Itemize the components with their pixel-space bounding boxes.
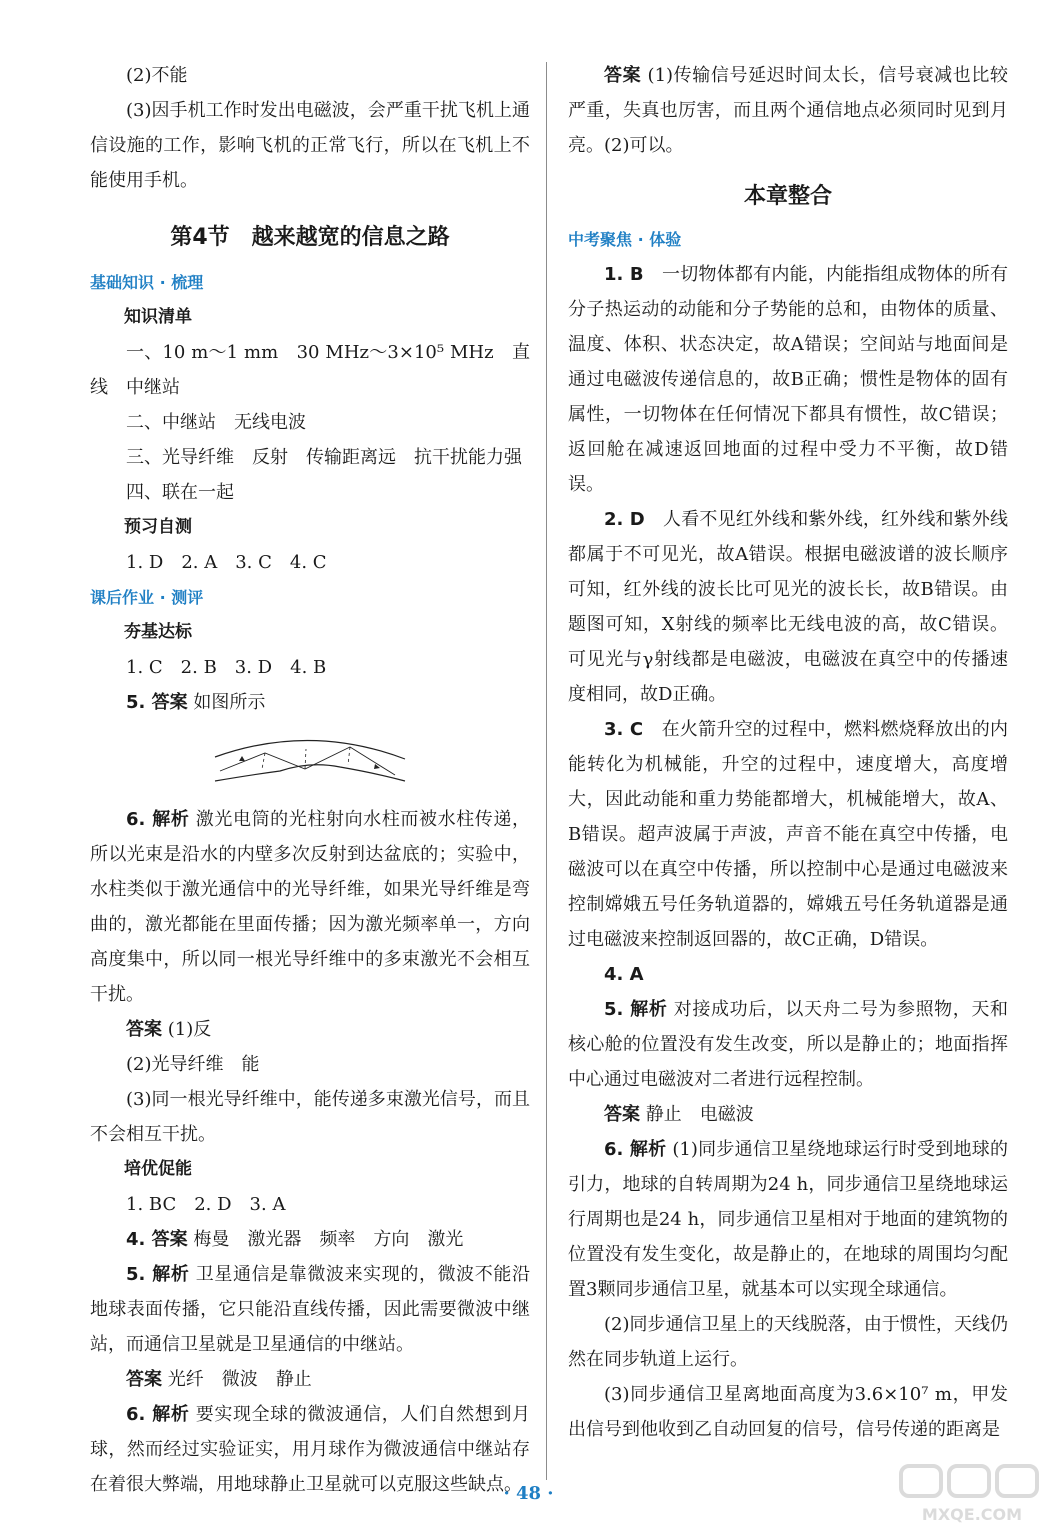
left-column xyxy=(90,58,530,1502)
answer-label: 1. B xyxy=(604,264,644,285)
analysis-label: 6. 解析 xyxy=(126,809,190,830)
answer-label: 4. A xyxy=(604,964,644,985)
answer-label: 答案 xyxy=(126,1019,162,1040)
watermark-text: MXQE.COM xyxy=(921,1505,1023,1524)
analysis-paragraph: (2)同步通信卫星上的天线脱落，由于惯性，天线仍然在同步轨道上运行。 xyxy=(568,1314,1008,1370)
analysis-text: 对接成功后，以天舟二号为参照物，天和核心舱的位置没有发生改变，所以是静止的；地面指挥中心通过电磁波对二者进行远程控制。 xyxy=(568,999,1008,1090)
answer-paragraph xyxy=(568,58,1008,163)
answer-label: 2. D xyxy=(604,509,645,530)
knowledge-item: 一、10 m～1 mm 30 MHz～3×10⁵ MHz 直线 中继站 xyxy=(90,342,530,398)
answer-label: 答案 xyxy=(604,65,642,86)
analysis-text: 激光电筒的光柱射向水柱而被水柱传递，所以光束是沿水的内壁多次反射到达盆底的；实验中，水柱类似于激光通信中的光导纤维，如果光导纤维是弯曲的，激光都能在里面传播；因为激光频率单一，方向高度集中，所以同一根光导纤维中的多束激光不会相互干扰。 xyxy=(90,809,530,1005)
answer-line: (2)不能 xyxy=(126,65,188,86)
answer-text: (1)反 xyxy=(162,1019,212,1040)
analysis-text: 人看不见红外线和紫外线，红外线和紫外线都属于不可见光，故A错误。根据电磁波谱的波长顺序可知，红外线的波长比可见光的波长长，故B错误。由题图可知，X射线的频率比无线电波的高，故C错误。可见光与γ射线都是电磁波，电磁波在真空中的传播速度相同，故D正确。 xyxy=(568,509,1008,705)
answer-text: 光纤 微波 静止 xyxy=(162,1369,312,1390)
page-number: · 48 · xyxy=(503,1483,554,1504)
analysis-paragraph xyxy=(568,1132,1008,1307)
watermark-logo xyxy=(897,1462,1047,1528)
fiber-reflection-figure xyxy=(90,726,530,796)
answer-line xyxy=(90,1222,530,1257)
answer-line: 1. D 2. A 3. C 4. C xyxy=(126,552,327,573)
analysis-label: 5. 解析 xyxy=(126,1264,190,1285)
analysis-paragraph xyxy=(90,802,530,1012)
answer-text: 静止 电磁波 xyxy=(640,1104,754,1125)
answer-line xyxy=(568,1097,1008,1132)
chapter-title: 本章整合 xyxy=(743,184,832,209)
subheading: 培优促能 xyxy=(124,1159,192,1179)
subheading: 知识清单 xyxy=(124,307,192,327)
answer-line xyxy=(90,1012,530,1047)
analysis-text: 一切物体都有内能，内能指组成物体的所有分子热运动的动能和分子势能的总和，由物体的质量、温度、体积、状态决定，故A错误；空间站与地面间是通过电磁波传递信息的，故B正确；惯性是物体的固有属性，一切物体在任何情况下都具有惯性，故C错误；返回舱在减速返回地面的过程中受力不平衡，故D错误。 xyxy=(568,264,1008,495)
analysis-text: (1)同步通信卫星绕地球运行时受到地球的引力，地球的自转周期为24 h，同步通信卫星绕地球运行周期也是24 h，同步通信卫星相对于地面的建筑物的位置没有发生变化，故是静止的，在地球的周围均匀配置3颗同步通信卫星，就基本可以实现全球通信。 xyxy=(568,1139,1008,1300)
subheading: 预习自测 xyxy=(124,517,192,537)
analysis-text: 要实现全球的微波通信，人们自然想到月球，然而经过实验证实，用月球作为微波通信中继站存在着很大弊端，用地球静止卫星就可以克服这些缺点。 xyxy=(90,1404,530,1495)
knowledge-item: 四、联在一起 xyxy=(126,482,234,503)
right-column xyxy=(568,58,1008,1447)
answer-line xyxy=(90,685,530,720)
answer-text: 梅曼 激光器 频率 方向 激光 xyxy=(187,1229,464,1250)
answer-line xyxy=(90,1362,530,1397)
answer-label: 4. 答案 xyxy=(126,1229,188,1250)
analysis-paragraph xyxy=(90,1257,530,1362)
analysis-paragraph: (3)同步通信卫星离地面高度为3.6×10⁷ m，甲发出信号到他收到乙自动回复的信号，信号传递的距离是 xyxy=(568,1384,1008,1440)
analysis-paragraph xyxy=(568,257,1008,502)
answer-text: 如图所示 xyxy=(187,692,266,713)
analysis-paragraph xyxy=(568,502,1008,712)
answer-label: 答案 xyxy=(604,1104,640,1125)
knowledge-item: 二、中继站 无线电波 xyxy=(126,412,306,433)
answer-label: 3. C xyxy=(604,719,644,740)
analysis-label: 6. 解析 xyxy=(604,1139,667,1160)
section-title: 第4节 越来越宽的信息之路 xyxy=(170,225,450,250)
fiber-diagram-icon xyxy=(210,731,410,791)
subheading: 夯基达标 xyxy=(124,622,192,642)
answer-line: 1. BC 2. D 3. A xyxy=(126,1194,286,1215)
category-tag: 中考聚焦 · 体验 xyxy=(568,230,682,249)
analysis-label: 6. 解析 xyxy=(126,1404,190,1425)
answer-text: (1)传输信号延迟时间太长，信号衰减也比较严重，失真也厉害，而且两个通信地点必须同时见到月亮。(2)可以。 xyxy=(568,65,1008,156)
answer-line: 1. C 2. B 3. D 4. B xyxy=(126,657,327,678)
answer-label: 5. 答案 xyxy=(126,692,188,713)
analysis-text: 在火箭升空的过程中，燃料燃烧释放出的内能转化为机械能，升空的过程中，速度增大，高度增大，因此动能和重力势能都增大，机械能增大，故A、B错误。超声波属于声波，声音不能在真空中传播，电磁波可以在真空中传播，所以控制中心是通过电磁波来控制嫦娥五号任务轨道器的，嫦娥五号任务轨道器是通过电磁波来控制返回器的，故C正确，D错误。 xyxy=(568,719,1009,950)
answer-line: (2)光导纤维 能 xyxy=(126,1054,260,1075)
knowledge-item: 三、光导纤维 反射 传输距离远 抗干扰能力强 xyxy=(126,447,522,468)
analysis-paragraph xyxy=(568,712,1008,957)
analysis-label: 5. 解析 xyxy=(604,999,668,1020)
answer-paragraph: (3)因手机工作时发出电磁波，会严重干扰飞机上通信设施的工作，影响飞机的正常飞行，所以在飞机上不能使用手机。 xyxy=(90,100,530,191)
column-divider xyxy=(546,62,547,1480)
analysis-paragraph xyxy=(568,992,1008,1097)
analysis-text: 卫星通信是靠微波来实现的，微波不能沿地球表面传播，它只能沿直线传播，因此需要微波中继站，而通信卫星就是卫星通信的中继站。 xyxy=(90,1264,530,1355)
answer-paragraph: (3)同一根光导纤维中，能传递多束激光信号，而且不会相互干扰。 xyxy=(90,1089,530,1145)
answer-label: 答案 xyxy=(126,1369,162,1390)
answer-line xyxy=(568,957,1008,992)
category-tag: 课后作业 · 测评 xyxy=(90,588,204,607)
category-tag: 基础知识 · 梳理 xyxy=(90,273,204,292)
